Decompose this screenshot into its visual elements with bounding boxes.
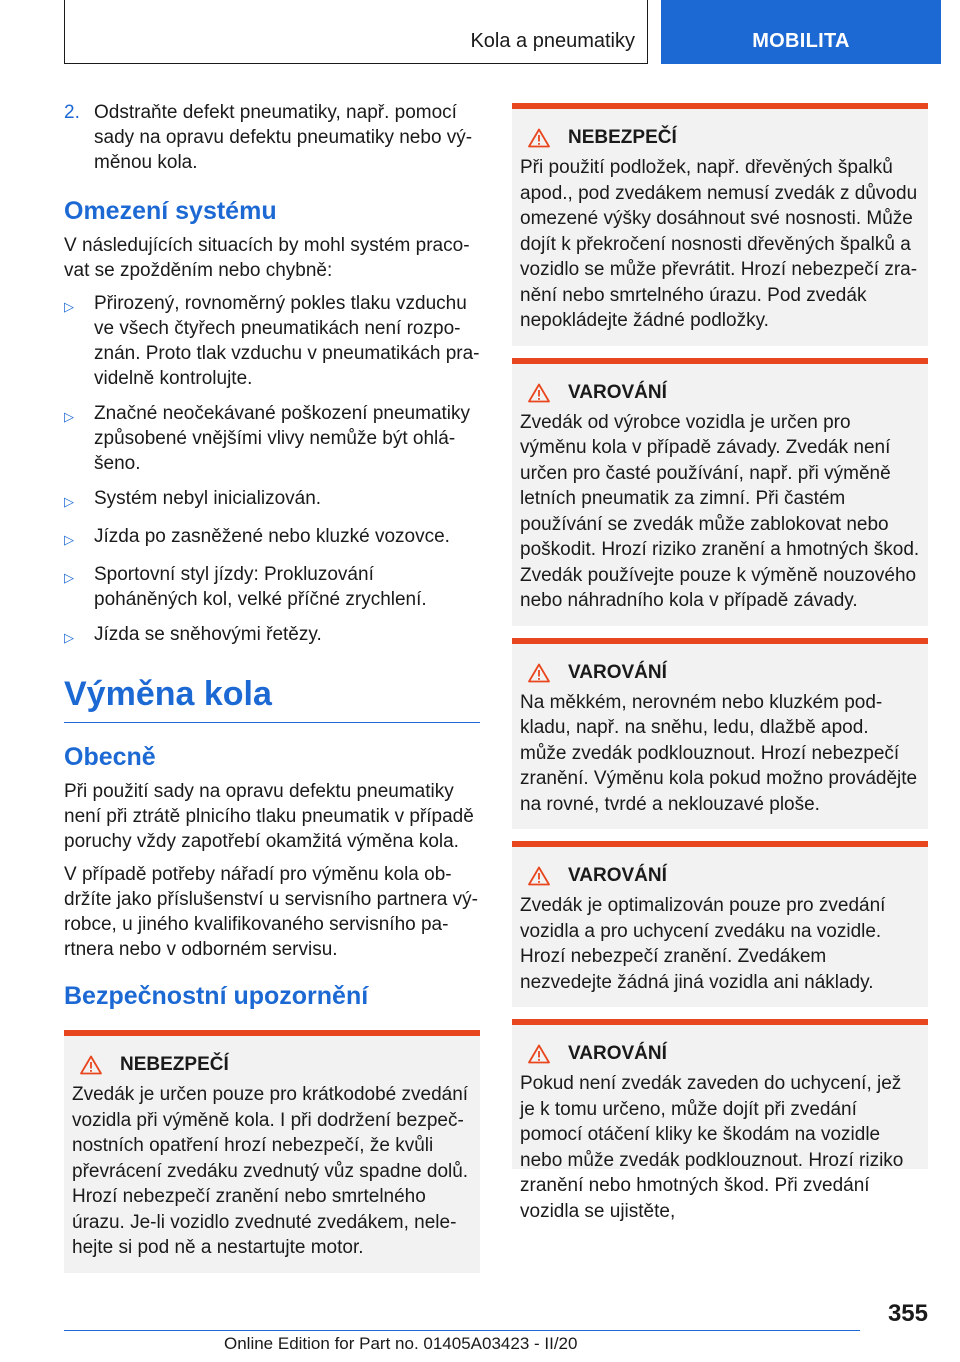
warning-title-text: NEBEZPEČÍ: [568, 127, 677, 148]
warning-title-text: NEBEZPEČÍ: [120, 1054, 229, 1075]
list-item: [64, 486, 480, 514]
triangle-bullet-icon: ▷: [64, 570, 74, 585]
wheel-change-heading: Výměna kola: [64, 672, 480, 723]
warning-title-text: VAROVÁNÍ: [568, 1043, 667, 1064]
warning-title-text: VAROVÁNÍ: [568, 661, 667, 683]
list-item-text: Přirozený, rovnoměrný pokles tlaku vzduchu ve všech čtyřech pneumatikách není rozpoznán. Proto tlak vzduchu v pneumatikách pravidelně kontrolujte.: [94, 293, 480, 389]
warning-title-text: VAROVÁNÍ: [568, 865, 667, 886]
safety-heading: Bezpečnostní upozornění: [64, 982, 369, 1010]
list-item-text: Značné neočekávané poškození pneumatiky způsobené vnějšími vlivy nemůže být ohlášeno.: [94, 403, 471, 474]
list-item: [64, 401, 480, 476]
general-paragraph-2: V případě potřeby nářadí pro výměnu kola obdržíte jako příslušenství u servisního partnera výrobce, u jiného kvalifikovaného servisního partnera nebo v odborném servisu.: [64, 864, 478, 960]
list-item-text: Systém nebyl inicializován.: [94, 488, 322, 509]
warning-box: [512, 841, 928, 1007]
list-item: [64, 622, 480, 650]
triangle-bullet-icon: ▷: [64, 409, 74, 424]
list-item: [64, 562, 480, 612]
step-text: Odstraňte defekt pneumatiky, např. pomocí sady na opravu defektu pneumatiky nebo výměnou kola.: [94, 102, 473, 173]
list-item: [64, 291, 480, 391]
step-number: 2.: [64, 102, 80, 123]
limits-heading: Omezení systému: [64, 197, 277, 225]
list-item-text: Jízda po zasněžené nebo kluzké vozovce.: [94, 526, 450, 547]
danger-box: [64, 1030, 480, 1273]
edition-line: Online Edition for Part no. 01405A03423 - II/20: [224, 1334, 578, 1353]
warning-box: [512, 638, 928, 830]
warning-triangle-icon: [80, 1055, 102, 1075]
limits-intro: V následujících situacích by mohl systém pracovat se zpožděním nebo chybně:: [64, 235, 470, 281]
right-column: [512, 103, 928, 1222]
section-title: Kola a pneumatiky: [470, 30, 635, 52]
warning-text: Zvedák je optimalizován pouze pro zvedání vozidla a pro uchycení zvedáku na vozidle. Hrozí nebezpečí zranění. Zvedákem nezvedejte žádná jiná vozidla ani náklady.: [520, 895, 886, 993]
warning-triangle-icon: [528, 128, 550, 148]
warning-text: Zvedák od výrobce vozidla je určen pro výměnu kola v případě závady. Zvedák není určen pro časté používání, např. při výměně letních pneumatik za zimní. Při častém používání se zvedák může zablokovat nebo poškodit. Hrozí riziko zranění a hmotných škod. Zvedák používejte pouze k výměně nouzového nebo náhradního kola v případě závady.: [520, 411, 920, 611]
warning-box: [512, 358, 928, 626]
triangle-bullet-icon: ▷: [64, 494, 74, 509]
warning-text: Při použití podložek, např. dřevěných špalků apod., pod zvedákem nemusí zvedák z důvodu omezené výšky dosáhnout své nosnosti. Může dojít k překročení nosnosti dřevěných špalků a vozidlo se může převrátit. Hrozí nebezpečí zranění nebo smrtelného úrazu. Pod zvedák nepokládejte žádné podložky.: [520, 157, 918, 331]
limits-list: [64, 291, 480, 650]
warning-text: Zvedák je určen pouze pro krátkodobé zvedání vozidla při výměně kola. I při dodržení bezpečnostních opatření hrozí nebezpečí, že kvůli převrácení zvedáku zvednutý vůz spadne dolů. Hrozí nebezpečí zranění nebo smrtelného úrazu. Je-li vozidlo zvednuté zvedákem, nelehejte si pod ně a nestartujte motor.: [72, 1084, 469, 1258]
general-paragraph-1: Při použití sady na opravu defektu pneumatiky není při ztrátě plnicího tlaku pneumatik v případě poruchy vždy zapotřebí okamžitá výměna kola.: [64, 781, 474, 852]
warning-title-text: VAROVÁNÍ: [568, 381, 667, 403]
warning-triangle-icon: [528, 866, 550, 886]
warning-title: [72, 1054, 472, 1076]
triangle-bullet-icon: ▷: [64, 630, 74, 645]
footer-rule: [64, 1330, 860, 1331]
list-item-text: Sportovní styl jízdy: Prokluzování poháněných kol, velké příčné zrychlení.: [94, 564, 427, 610]
list-item-text: Jízda se sněhovými řetězy.: [94, 624, 322, 645]
warning-title: [520, 865, 920, 887]
step-item: [64, 100, 480, 175]
warning-text: Pokud není zvedák zaveden do uchycení, jež je k tomu určeno, může dojít při zvedání pomocí otáčení kliky ke škodám na vozidle nebo může zvedák podklouznout. Hrozí riziko zranění nebo hmotných škod. Při zvedání vozidla se ujistěte,: [520, 1073, 904, 1222]
warning-title: [520, 382, 920, 404]
chapter-tab: MOBILITA: [661, 0, 941, 64]
warning-triangle-icon: [528, 383, 550, 403]
general-heading: Obecně: [64, 743, 156, 771]
left-column: [64, 100, 480, 1273]
danger-box: [512, 103, 928, 346]
warning-triangle-icon: [528, 1044, 550, 1064]
warning-box: [512, 1019, 928, 1222]
warning-title: [520, 127, 920, 149]
header-section-box: [64, 0, 648, 64]
warning-title: [520, 662, 920, 684]
warning-triangle-icon: [528, 663, 550, 683]
page-number: 355: [887, 1300, 928, 1327]
warning-text: Na měkkém, nerovném nebo kluzkém podkladu, např. na sněhu, ledu, dlažbě apod. může zvedák podklouznout. Hrozí nebezpečí zranění. Výměnu kola pokud možno provádějte na rovné, tvrdé a neklouzavé ploše.: [520, 691, 918, 815]
triangle-bullet-icon: ▷: [64, 299, 74, 314]
triangle-bullet-icon: ▷: [64, 532, 74, 547]
warning-title: [520, 1043, 920, 1065]
list-item: [64, 524, 480, 552]
